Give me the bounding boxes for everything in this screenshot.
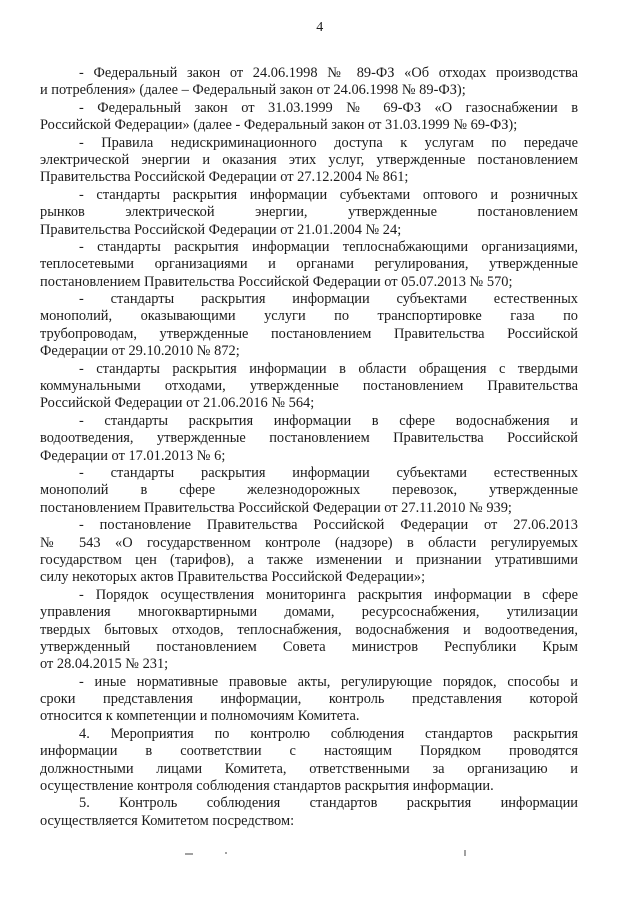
text-line: - Правила недискриминационного доступа к услугам по передаче [79,134,578,151]
text-line: Федерации от 17.01.2013 № 6; [40,447,226,464]
page-number: 4 [316,20,324,35]
text-line: сроки представления информации, контроль представления которой [40,691,578,708]
text-block [40,65,578,830]
text-line: № 543 «О государственном контроле (надзоре) в области регулируемых [40,534,578,551]
text-line: - стандарты раскрытия информации субъектами оптового и розничных [79,186,578,203]
scan-artifact [225,852,227,854]
text-line: Российской Федерации от 21.06.2016 № 564; [40,395,315,412]
text-line: 5. Контроль соблюдения стандартов раскрытия информации [79,795,578,812]
text-line: информации в соответствии с настоящим Порядком проводятся [40,743,578,760]
text-line: - постановление Правительства Российской Федерации от 27.06.2013 [79,517,578,534]
text-line: утвержденный постановлением Совета министров Республики Крым [40,638,578,655]
text-line: 4. Мероприятия по контролю соблюдения стандартов раскрытия [79,725,578,742]
text-line: и потребления» (далее – Федеральный закон от 24.06.1998 № 89-ФЗ); [40,82,466,99]
text-line: постановлением Правительства Российской Федерации от 05.07.2013 № 570; [40,273,513,290]
text-line: должностными лицами Комитета, ответственными за организацию и [40,760,578,777]
text-line: осуществление контроля соблюдения стандартов раскрытия информации. [40,778,494,795]
text-line: - стандарты раскрытия информации субъектами естественных [79,291,578,308]
text-line: Федерации от 29.10.2010 № 872; [40,343,240,360]
text-line: - Порядок осуществления мониторинга раскрытия информации в сфере [79,586,578,603]
text-line: - стандарты раскрытия информации субъектами естественных [79,464,578,481]
text-line: государством цен (тарифов), а также изменении и признании утратившими [40,551,578,568]
text-line: осуществляется Комитетом посредством: [40,812,295,829]
text-line: - стандарты раскрытия информации в сфере водоснабжения и [79,412,578,429]
text-line: монополий в сфере железнодорожных перевозок, утвержденные [40,482,578,499]
text-line: силу некоторых актов Правительства Российской Федерации»; [40,569,426,586]
text-line: постановлением Правительства Российской Федерации от 27.11.2010 № 939; [40,499,512,516]
text-line: электрической энергии и оказания этих услуг, утвержденные постановлением [40,151,578,168]
text-line: теплосетевыми организациями и органами регулирования, утвержденные [40,256,578,273]
text-line: трубопроводам, утвержденные постановлением Правительства Российской [40,325,578,342]
text-line: - стандарты раскрытия информации теплоснабжающими организациями, [79,238,578,255]
text-line: - иные нормативные правовые акты, регулирующие порядок, способы и [79,673,578,690]
text-line: водоотведения, утвержденные постановлением Правительства Российской [40,430,578,447]
text-line: относится к компетенции и полномочиям Комитета. [40,708,360,725]
text-line: Правительства Российской Федерации от 27.12.2004 № 861; [40,169,409,186]
text-line: монополий, оказывающими услуги по транспортировке газа по [40,308,578,325]
text-line: - Федеральный закон от 24.06.1998 № 89-ФЗ «Об отходах производства [79,65,578,81]
text-line: рынков электрической энергии, утвержденные постановлением [40,204,578,221]
text-line: коммунальными отходами, утвержденные постановлением Правительства [40,378,578,395]
text-line: - Федеральный закон от 31.03.1999 № 69-ФЗ «О газоснабжении в [79,99,578,116]
scan-artifact [464,850,466,856]
text-line: - стандарты раскрытия информации в области обращения с твердыми [79,360,578,377]
text-line: управления многоквартирными домами, ресурсоснабжения, утилизации [40,604,578,621]
scan-artifact [185,853,193,855]
text-line: твердых бытовых отходов, теплоснабжения, водоснабжения и водоотведения, [40,621,578,638]
text-line: от 28.04.2015 № 231; [40,656,169,673]
text-line: Правительства Российской Федерации от 21.01.2004 № 24; [40,221,402,238]
text-line: Российской Федерации» (далее - Федеральный закон от 31.03.1999 № 69-ФЗ); [40,117,518,134]
